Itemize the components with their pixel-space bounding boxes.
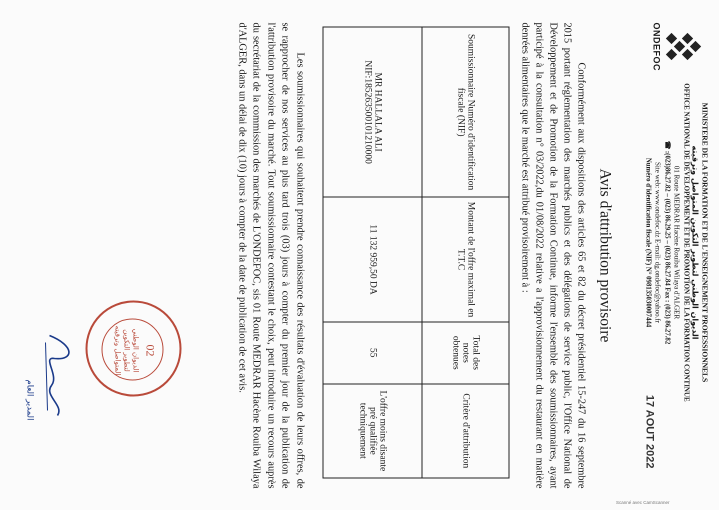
document-title: Avis d'attribution provisoire xyxy=(596,168,613,342)
web-email-line: Site web: www.ondefoc.dz E-mail: dg.ondefoc@yahoo.fr xyxy=(653,161,662,323)
seal-text: الديوان الوطني لتطوير التكوين المتواصل وترقيته xyxy=(113,325,139,375)
cell-amount: 11 132 959,50 DA xyxy=(323,197,422,322)
attribution-table xyxy=(322,26,509,478)
handwritten-signature-icon xyxy=(39,330,79,420)
office-name-arabic: الديوان الوطني لتطوير التكوين المتواصل وترقيته xyxy=(690,144,700,340)
logo-name: ONDEFOC xyxy=(651,22,661,71)
office-name: OFFICE NATIONAL DE DEVELOPPEMENT ET DE PROMOTION DE LA FORMATION CONTINUE xyxy=(682,82,690,402)
logo-diamond-icon xyxy=(661,28,701,64)
cell-bidder: MR HALLALA ALI NIF:185263500101210000 xyxy=(323,27,422,197)
table-row xyxy=(323,27,422,478)
address-line: 01 Route MEDRAR Hacène Rouiba Wilaya d'ALGER xyxy=(672,165,681,319)
letterhead xyxy=(619,22,711,488)
cell-criterion: L'offre moins disante pré qualifiée techniquement xyxy=(323,383,422,477)
signature-block xyxy=(24,330,79,420)
table-header-row xyxy=(422,27,509,478)
ondefoc-logo xyxy=(651,22,701,70)
cell-score: 55 xyxy=(323,321,422,383)
header-amount: Montant de l'offre maximal en T.T.C xyxy=(422,197,509,322)
ministry-line: MINISTERE DE LA FORMATION ET DE L'ENSEIGNEMENT PROFESSIONNELS xyxy=(700,102,709,382)
letterhead-lines xyxy=(643,82,710,402)
intro-paragraph: Conformément aux dispositions des articles 65 et 82 du décret présidentiel 15-247 du 16 septembre 2015 portant réglementation des marchés publics et des délégations de service public, l'Office National de Développement et de Promotion de la Formation Continue, informe l'ensemble des soumissionnaires, ayant participé à la consultation n° 03/2022,du 01/08/2022 relative a l'approvisionnement du restaurant en matière denrées alimentaires que le marché est attribué provisoirement à : xyxy=(519,22,586,488)
header-bidder: Soumissionnaire Numéro d'identification fiscale (NIF) xyxy=(422,27,509,197)
header-score: Total des notes obtenues xyxy=(422,321,509,383)
official-seal xyxy=(85,300,181,396)
signatory-title: المدير العام xyxy=(24,379,34,420)
seal-number: 02 xyxy=(143,344,157,356)
date-stamp: 17 AOUT 2022 xyxy=(643,394,655,468)
nif-line: Numéro d'identification fiscale (NIF) N° 098135030007444 xyxy=(644,157,651,327)
phone-fax-line: ☎ :(023)86.27.82 – (023) 86.29.25 – (023) 86.27.84 Fax : (023) 86.27.82 xyxy=(663,140,670,344)
scan-watermark: Scanné avec CamScanner xyxy=(616,500,670,505)
header-criterion: Critère d'attribution xyxy=(422,383,509,477)
closing-paragraph: Les soumissionnaires qui souhaitent prendre connaissance des résultats d'évaluation de leurs offres, de se rapprocher de nos services au plus tard trois (03) jours à compter du premier jour de la publication de l'attribution provisoire du marché. Tout soumissionnaire contestant le choix, peut introduire un recours auprès du secrétariat de la commission des marchés de L'ONDEFOC, sis 01 Route MEDRAR Hacène Rouiba Wilaya d'ALGER, dans un délai de dix (10) jours à compter de la date de publication de cet avis. xyxy=(235,22,305,488)
